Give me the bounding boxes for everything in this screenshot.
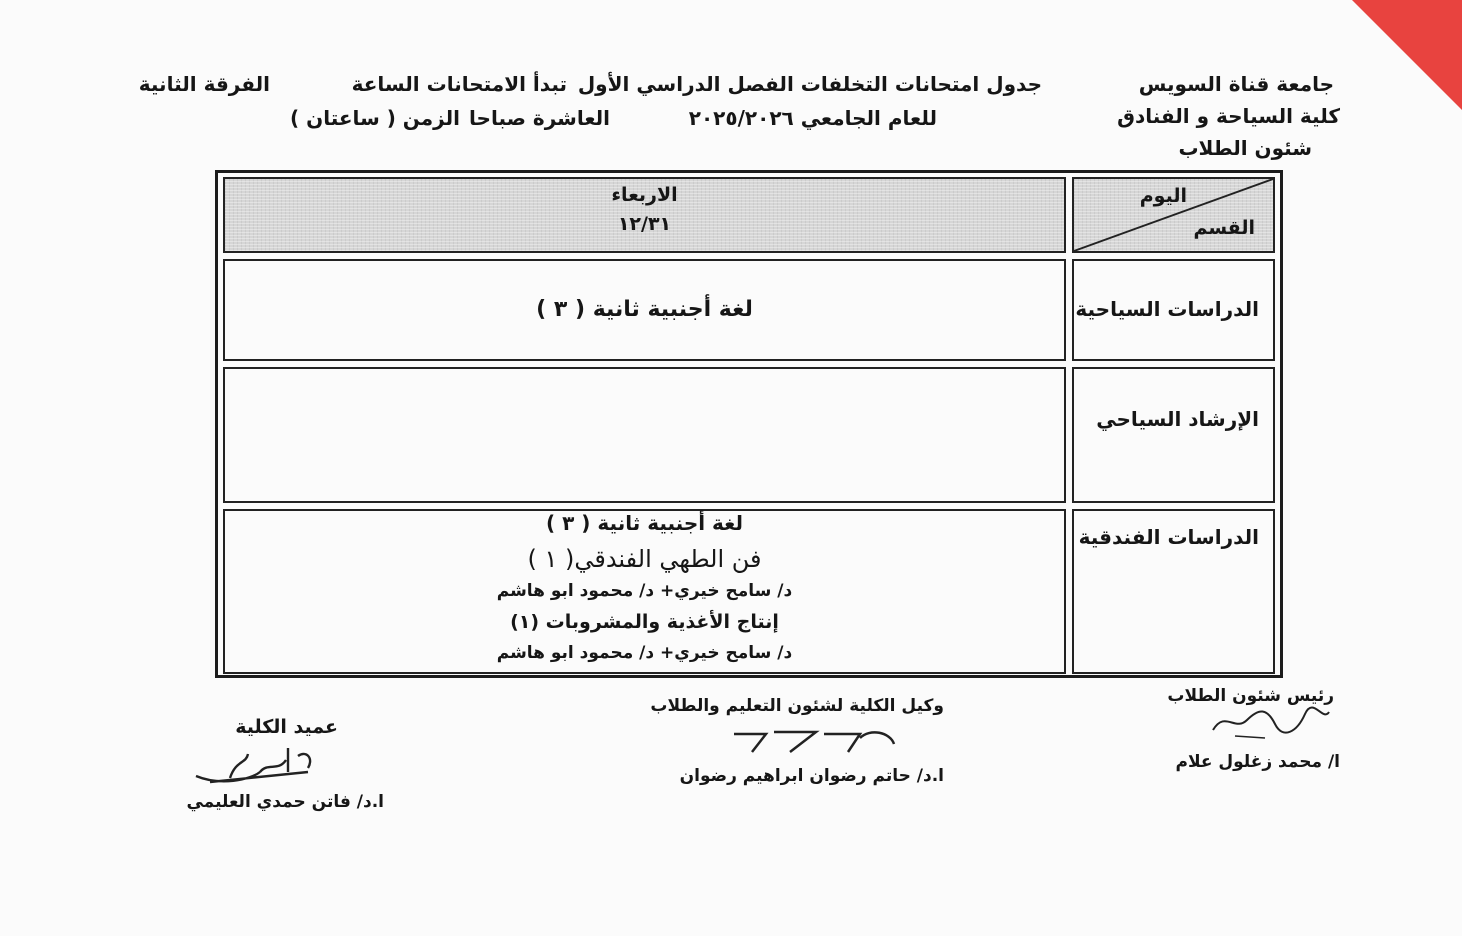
exam-cell-tourism-studies: [223, 259, 1066, 361]
exam-subject: فن الطهي الفندقي( ١ ): [527, 545, 762, 573]
red-paper-corner: [1352, 0, 1462, 110]
exam-instructors: د/ سامح خيري+ د/ محمود ابو هاشم: [496, 581, 793, 601]
students-affairs-title: رئيس شئون الطلاب: [1167, 686, 1334, 706]
exam-subject: لغة أجنبية ثانية ( ٣ ): [536, 297, 753, 322]
table-row: [223, 367, 1275, 503]
corner-department-label: القسم: [1193, 217, 1255, 239]
students-affairs-signature: [1205, 702, 1335, 742]
department-cell: [1072, 259, 1275, 361]
exam-duration: الزمن ( ساعتان ): [290, 106, 460, 130]
start-time-line1: تبدأ الامتحانات الساعة: [351, 72, 567, 96]
dean-signature: [190, 742, 320, 790]
table-row: [223, 509, 1275, 674]
department-name: الدراسات السياحية: [1075, 297, 1259, 321]
exam-cell-hotel-studies: [223, 509, 1066, 674]
department-cell: [1072, 367, 1275, 503]
exam-subject: لغة أجنبية ثانية ( ٣ ): [546, 511, 743, 535]
dean-name: ا.د/ فاتن حمدي العليمي: [186, 792, 384, 812]
vice-dean-name: ا.د/ حاتم رضوان ابراهيم رضوان: [679, 766, 944, 786]
day-name: الاربعاء: [611, 184, 678, 206]
academic-year: للعام الجامعي ٢٠٢٥/٢٠٢٦: [688, 106, 937, 130]
student-level: الفرقة الثانية: [138, 72, 270, 96]
department-name: الإرشاد السياحي: [1096, 407, 1259, 431]
university-name: جامعة قناة السويس: [1138, 72, 1334, 96]
table-row: [223, 259, 1275, 361]
corner-day-label: اليوم: [1139, 185, 1187, 207]
vice-dean-title: وكيل الكلية لشئون التعليم والطلاب: [650, 696, 944, 716]
exam-subject: إنتاج الأغذية والمشروبات (١): [510, 611, 779, 633]
table-header-row: [223, 177, 1275, 253]
exam-schedule-table: [215, 170, 1283, 678]
faculty-name: كلية السياحة و الفنادق: [1117, 104, 1340, 128]
department-cell: [1072, 509, 1275, 674]
dean-title: عميد الكلية: [235, 716, 338, 738]
corner-header-cell: [1072, 177, 1275, 253]
students-affairs-name: ا/ محمد زغلول علام: [1175, 752, 1340, 772]
start-time-line2: العاشرة صباحا: [469, 106, 610, 130]
department-name: الدراسات الفندقية: [1078, 525, 1259, 549]
schedule-title: جدول امتحانات التخلفات الفصل الدراسي الأول: [577, 72, 1042, 96]
exam-cell-tour-guidance: [223, 367, 1066, 503]
exam-instructors: د/ سامح خيري+ د/ محمود ابو هاشم: [496, 643, 793, 663]
office-name: شئون الطلاب: [1178, 136, 1312, 160]
vice-dean-signature: [730, 722, 900, 756]
day-header-cell: [223, 177, 1066, 253]
day-date: ١٢/٣١: [617, 213, 672, 235]
